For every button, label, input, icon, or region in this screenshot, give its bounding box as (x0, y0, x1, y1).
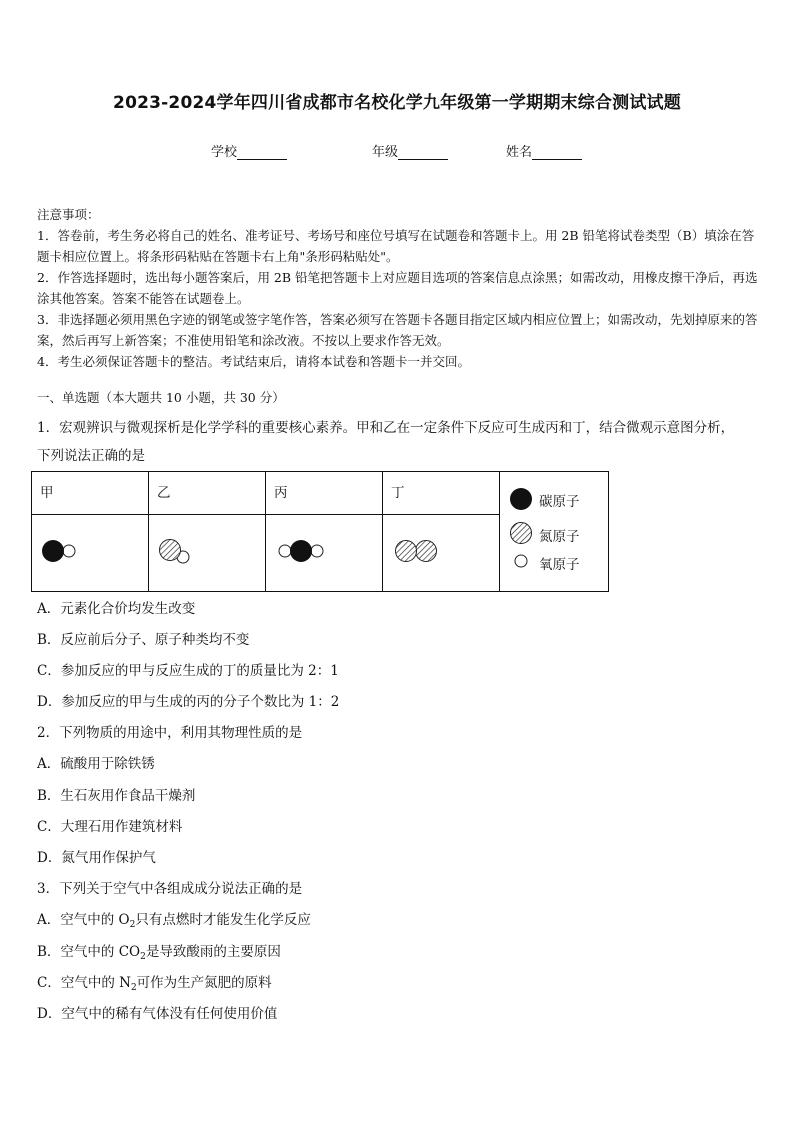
grade-blank[interactable] (398, 145, 448, 160)
nitrogen-atom-icon (511, 523, 532, 544)
q2-option-b[interactable]: B．生石灰用作食品干燥剂 (37, 788, 196, 804)
q3-c-post: 可作为生产氮肥的原料 (136, 975, 272, 991)
q3-a-post: 只有点燃时才能发生化学反应 (135, 912, 311, 928)
q3-option-b[interactable] (37, 940, 281, 962)
question-1-stem (37, 414, 759, 470)
question-3-stem: 3．下列关于空气中各组成成分说法正确的是 (37, 881, 303, 897)
name-label: 姓名 (506, 145, 533, 160)
q3-a-pre: A．空气中的 O (37, 912, 130, 928)
legend-nitrogen: 氮原子 (539, 529, 580, 545)
q3-option-a[interactable] (37, 908, 311, 930)
n2-molecule-icon (383, 515, 493, 587)
molecule-yi (149, 515, 266, 592)
q1-option-c[interactable]: C．参加反应的甲与反应生成的丁的质量比为 2：1 (37, 663, 339, 679)
q2-option-d[interactable]: D．氮气用作保护气 (37, 850, 156, 866)
carbon-atom-icon (510, 488, 532, 510)
no-molecule-icon (149, 515, 259, 587)
header-bing: 丙 (266, 472, 383, 515)
q3-c-sub: 2 (130, 983, 137, 993)
q3-c-pre: C．空气中的 N (37, 975, 131, 991)
q1-option-a[interactable]: A．元素化合价均发生改变 (37, 601, 196, 617)
legend-oxygen: 氧原子 (539, 557, 580, 573)
co-molecule-icon (32, 515, 148, 587)
molecule-bing (266, 515, 383, 592)
name-blank[interactable] (532, 145, 582, 160)
header-ding: 丁 (383, 472, 500, 515)
legend-carbon: 碳原子 (539, 494, 580, 510)
question-1-line2: 下列说法正确的是 (37, 448, 145, 464)
note-item: 2．作答选择题时，选出每小题答案后，用 2B 铅笔把答题卡上对应题目选项的答案信息点涂黑；如需改动，用橡皮擦干净后，再选涂其他答案。答案不能答在试题卷上。 (37, 270, 758, 306)
header-yi: 乙 (149, 472, 266, 515)
notes-heading: 注意事项： (37, 207, 100, 222)
q3-a-sub: 2 (129, 920, 136, 930)
q1-option-d[interactable]: D．参加反应的甲与生成的丙的分子个数比为 1：2 (37, 694, 340, 710)
school-blank[interactable] (237, 145, 287, 160)
grade-field (372, 141, 448, 160)
note-item: 1．答卷前，考生务必将自己的姓名、准考证号、考场号和座位号填写在试题卷和答题卡上。用 2B 铅笔将试卷类型（B）填涂在答题卡相应位置上。将条形码粘贴在答题卡右上角"条形码粘贴处"。 (37, 228, 755, 264)
co2-molecule-icon (266, 515, 376, 587)
school-label: 学校 (211, 145, 238, 160)
section-heading: 一、单选题（本大题共 10 小题，共 30 分） (37, 390, 285, 405)
q3-option-c[interactable] (37, 971, 272, 993)
molecule-jia (32, 515, 149, 592)
molecule-ding (383, 515, 500, 592)
grade-label: 年级 (372, 145, 399, 160)
header-jia: 甲 (32, 472, 149, 515)
notes-block (37, 204, 759, 372)
name-field (506, 141, 582, 160)
q2-option-a[interactable]: A．硫酸用于除铁锈 (37, 756, 155, 772)
q3-option-d[interactable]: D．空气中的稀有气体没有任何使用价值 (37, 1006, 278, 1022)
question-2-stem: 2．下列物质的用途中，利用其物理性质的是 (37, 725, 303, 741)
school-field (211, 141, 287, 160)
oxygen-atom-icon (515, 555, 527, 567)
q3-b-post: 是导致酸雨的主要原因 (145, 944, 281, 960)
q3-b-pre: B．空气中的 CO (37, 944, 141, 960)
exam-title: 2023-2024学年四川省成都市名校化学九年级第一学期期末综合测试试题 (113, 93, 681, 113)
q3-b-sub: 2 (140, 952, 146, 962)
molecule-table (31, 471, 609, 592)
q2-option-c[interactable]: C．大理石用作建筑材料 (37, 819, 183, 835)
note-item: 3．非选择题必须用黑色字迹的钢笔或签字笔作答，答案必须写在答题卡各题目指定区域内相应位置上；如需改动，先划掉原来的答案，然后再写上新答案；不准使用铅笔和涂改液。不按以上要求作答无效。 (37, 312, 758, 348)
legend-cell (500, 472, 609, 592)
question-1-line1: 1．宏观辨识与微观探析是化学学科的重要核心素养。甲和乙在一定条件下反应可生成丙和丁，结合微观示意图分析， (37, 420, 735, 436)
q1-option-b[interactable]: B．反应前后分子、原子种类均不变 (37, 632, 250, 648)
note-item: 4．考生必须保证答题卡的整洁。考试结束后，请将本试卷和答题卡一并交回。 (37, 354, 470, 369)
